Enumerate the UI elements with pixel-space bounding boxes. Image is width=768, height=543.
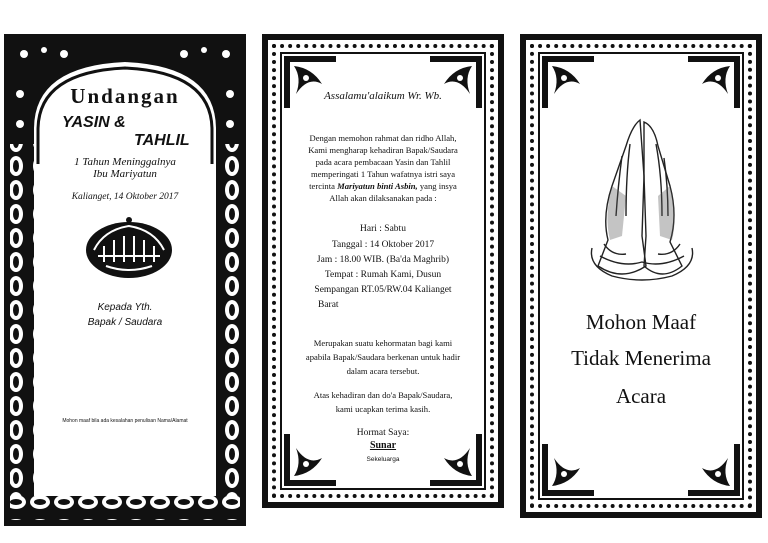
calligraphy-emblem bbox=[84, 216, 174, 280]
deceased-name: Mariyatun binti Asbin, bbox=[337, 181, 418, 191]
letter-paragraph-1 bbox=[306, 132, 460, 204]
event-day: Hari : Sabtu bbox=[360, 224, 406, 234]
event-venue-3: Barat bbox=[318, 300, 339, 310]
corner-ornament-icon bbox=[540, 442, 596, 498]
letter-panel bbox=[262, 34, 504, 508]
cover-to-1: Kepada Yth. bbox=[97, 302, 153, 313]
letter-signer: Sunar bbox=[369, 440, 397, 451]
corner-ornament-icon bbox=[686, 54, 742, 110]
cover-memorial-2: Ibu Mariyatun bbox=[93, 168, 157, 180]
cover-to-2: Bapak / Saudara bbox=[87, 317, 163, 328]
cover-panel bbox=[4, 34, 246, 526]
letter-paragraph-2: Merupakan suatu kehormatan bagi kami apabila Bapak/Saudara berkenan untuk hadir dalam acara tersebut. bbox=[305, 338, 461, 376]
corner-ornament-icon bbox=[540, 54, 596, 110]
praying-hands-icon bbox=[582, 116, 702, 284]
cover-note: Mohon maaf bila ada kesalahan penulisan Nama/Alamat bbox=[62, 418, 188, 424]
letter-p1-end: yang insya Allah akan dilaksanakan pada : bbox=[329, 181, 457, 203]
letter-family: Sekeluarga bbox=[366, 456, 400, 463]
back-panel bbox=[520, 34, 762, 518]
cover-yasin: YASIN & bbox=[62, 114, 126, 131]
event-venue-2: Sempangan RT.05/RW.04 Kalianget bbox=[314, 285, 452, 295]
letter-greeting: Assalamu'alaikum Wr. Wb. bbox=[324, 90, 442, 102]
event-date: Tanggal : 14 Oktober 2017 bbox=[331, 240, 435, 250]
cover-place-date: Kalianget, 14 Oktober 2017 bbox=[71, 192, 179, 202]
cover-memorial-1: 1 Tahun Meninggalnya bbox=[74, 156, 176, 168]
back-line-1: Mohon Maaf bbox=[585, 310, 697, 334]
letter-p1-text: Dengan memohon rahmat dan ridho Allah, Kami mengharap kehadiran Bapak/Saudara pada acara pembacaan Yasin dan Tahlil memperingati 1 Tahun wafatnya istri saya tercinta bbox=[308, 133, 458, 191]
back-line-2: Tidak Menerima bbox=[571, 346, 711, 370]
event-time: Jam : 18.00 WIB. (Ba'da Maghrib) bbox=[316, 255, 450, 265]
letter-paragraph-3: Atas kehadiran dan do'a Bapak/Saudara, kami ucapkan terima kasih. bbox=[313, 390, 453, 414]
back-line-3: Acara bbox=[615, 384, 667, 408]
cover-tahlil: TAHLIL bbox=[134, 132, 190, 149]
corner-ornament-icon bbox=[686, 442, 742, 498]
cover-title: Undangan bbox=[70, 84, 180, 108]
letter-closing: Hormat Saya: bbox=[356, 428, 410, 438]
event-venue-1: Tempat : Rumah Kami, Dusun bbox=[324, 270, 442, 280]
